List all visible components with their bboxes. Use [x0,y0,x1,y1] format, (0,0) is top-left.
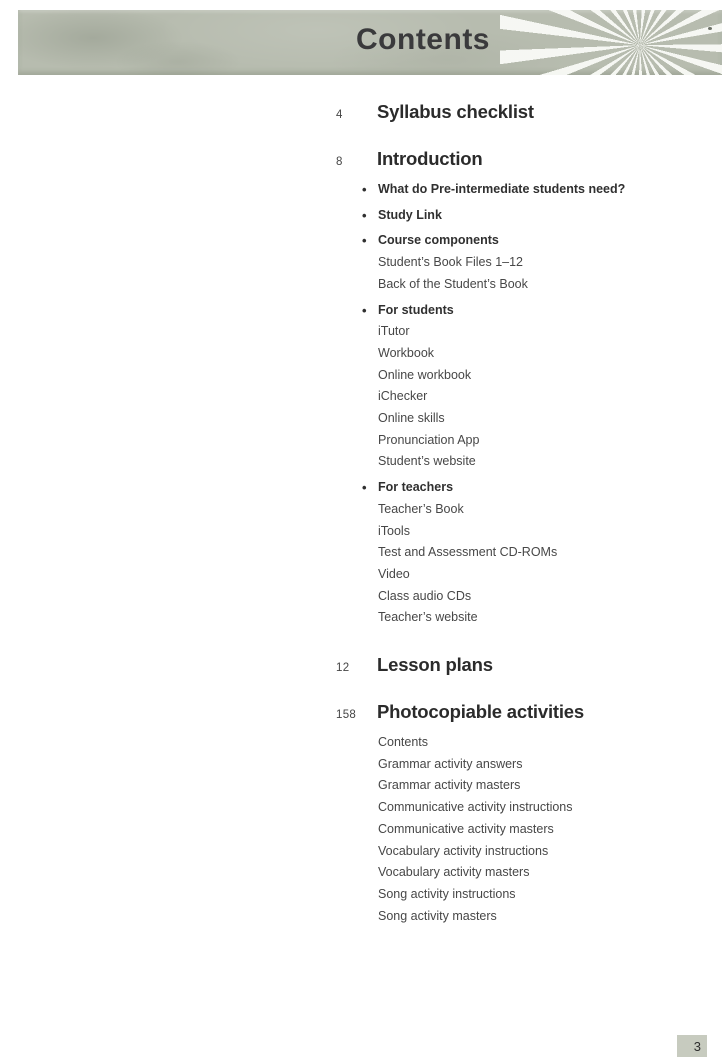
section-page-number: 158 [336,709,357,722]
toc-section [336,101,708,123]
page-number: 3 [693,1038,701,1054]
toc-item: Online workbook [378,367,472,382]
toc-item: Teacher’s Book [378,501,464,516]
toc-item: iTools [378,523,410,538]
table-of-contents [336,101,708,927]
toc-section-heading-row [336,148,708,170]
toc-item: • What do Pre-intermediate students need? [336,179,708,201]
header-banner [18,10,722,75]
toc-item: Workbook [378,345,435,360]
toc-item: Communicative activity masters [378,821,554,836]
toc-section-heading-row [336,654,708,676]
section-title: Photocopiable activities [377,701,584,723]
toc-item: Test and Assessment CD-ROMs [378,545,558,560]
toc-section-heading-row [336,701,708,723]
toc-item: Online skills [378,411,445,426]
toc-item: Grammar activity answers [378,756,523,771]
section-page-number: 12 [336,662,350,675]
toc-item: iChecker [378,389,428,404]
toc-item: Class audio CDs [378,588,472,603]
toc-item: Video [378,566,410,581]
section-page-number: 8 [336,156,343,168]
toc-item: iTutor [378,324,410,339]
toc-item: • For students [336,300,708,322]
toc-section-heading-row [336,101,708,123]
toc-section [336,701,708,927]
page-title: Contents [356,23,490,56]
scan-speck [708,27,712,30]
section-title: Syllabus checklist [377,101,534,122]
section-item-list [336,179,708,629]
toc-item: Teacher’s website [378,610,478,625]
toc-item: Student’s Book Files 1–12 [378,255,524,270]
section-item-list [336,732,708,927]
section-title: Lesson plans [377,654,493,676]
toc-item: Student’s website [378,454,476,469]
toc-item: Communicative activity instructions [378,800,573,815]
section-title: Introduction [377,148,483,169]
toc-item: Grammar activity masters [378,778,521,793]
page-number-badge [677,1035,707,1057]
toc-item: • Course components [336,230,708,252]
toc-item: Vocabulary activity masters [378,865,530,880]
toc-item: Vocabulary activity instructions [378,843,549,858]
toc-section [336,654,708,676]
toc-item: Back of the Student’s Book [378,276,528,291]
toc-item: Pronunciation App [378,432,480,447]
toc-item: Contents [378,735,429,750]
toc-item: • For teachers [336,477,708,499]
toc-section [336,148,708,629]
section-page-number: 4 [336,109,343,121]
toc-item: Song activity instructions [378,886,516,901]
toc-item: • Study Link [336,205,708,227]
toc-item: Song activity masters [378,908,497,923]
starburst-graphic [500,10,722,75]
